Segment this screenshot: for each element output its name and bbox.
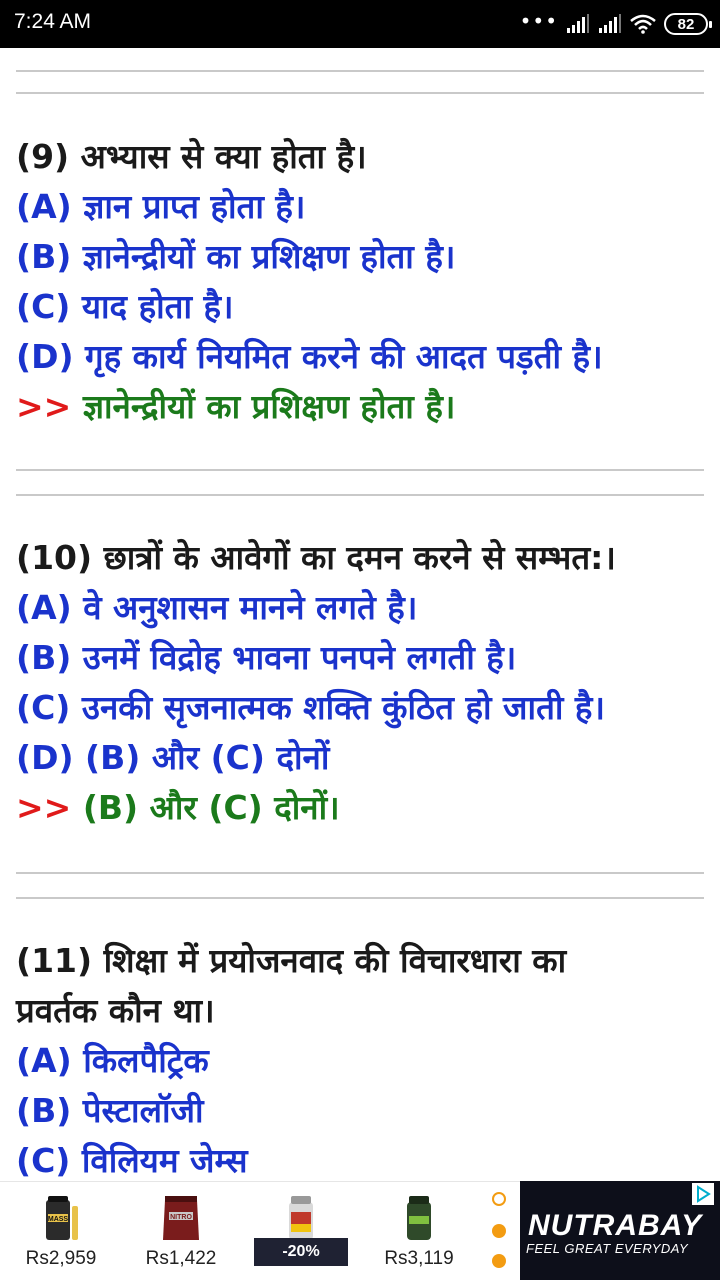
- wifi-icon: [630, 14, 656, 34]
- product-price: Rs1,422: [145, 1248, 217, 1269]
- ad-product-2[interactable]: [126, 1190, 236, 1276]
- option-a: (A) वे अनुशासन मानने लगते है।: [16, 588, 418, 627]
- question-text-line-1: (11) शिक्षा में प्रयोजनवाद की विचारधारा का: [16, 941, 567, 980]
- option-b: (B) उनमें विद्रोह भावना पनपने लगती है।: [16, 638, 517, 677]
- divider: [16, 469, 704, 471]
- notification-dots-icon: •••: [519, 9, 558, 33]
- ad-product-4[interactable]: [364, 1190, 474, 1276]
- option-b: (B) ज्ञानेन्द्रीयों का प्रशिक्षण होता है।: [16, 237, 456, 276]
- question-text: (9) अभ्यास से क्या होता है।: [16, 137, 367, 176]
- option-c: (C) याद होता है।: [16, 287, 234, 326]
- ad-product-1[interactable]: [6, 1190, 116, 1276]
- divider: [16, 92, 704, 94]
- supplement-bottle-icon: [281, 1194, 321, 1242]
- divider: [16, 70, 704, 72]
- option-c: (C) विलियम जेम्स: [16, 1141, 248, 1180]
- quiz-content[interactable]: [0, 48, 720, 1181]
- divider: [16, 872, 704, 874]
- discount-badge[interactable]: -20%: [254, 1238, 348, 1266]
- carousel-dot[interactable]: [492, 1254, 506, 1268]
- option-a: (A) ज्ञान प्राप्त होता है।: [16, 187, 306, 226]
- option-a: (A) किलपैट्रिक: [16, 1041, 209, 1080]
- question-11: [16, 936, 706, 1181]
- answer-line: [16, 382, 706, 432]
- question-text-line-2: प्रवर्तक कौन था।: [16, 991, 215, 1030]
- question-9: [16, 132, 706, 432]
- answer-marker: >>: [16, 387, 72, 426]
- supplement-bag-icon: [159, 1194, 203, 1242]
- question-text: (10) छात्रों के आवेगों का दमन करने से सम्भत:।: [16, 538, 616, 577]
- status-icons: [519, 9, 708, 36]
- product-price: Rs2,959: [25, 1248, 97, 1269]
- battery-icon: 82: [664, 13, 708, 35]
- divider: [16, 494, 704, 496]
- answer-text: (B) और (C) दोनों।: [82, 788, 340, 827]
- protein-tub-icon: [38, 1194, 84, 1242]
- status-bar: [0, 0, 720, 48]
- option-d: (D) (B) और (C) दोनों: [16, 738, 330, 777]
- brand-name: NUTRABAY: [528, 1209, 703, 1242]
- divider: [16, 897, 704, 899]
- answer-marker: >>: [16, 788, 72, 827]
- brand-tagline: FEEL GREAT EVERYDAY: [526, 1241, 689, 1256]
- option-b: (B) पेस्टालॉजी: [16, 1091, 204, 1130]
- protein-jar-icon: [399, 1194, 439, 1242]
- carousel-indicator[interactable]: [489, 1188, 509, 1274]
- ad-choices-icon[interactable]: [692, 1183, 714, 1205]
- signal-icon-2: [598, 14, 622, 34]
- option-c: (C) उनकी सृजनात्मक शक्ति कुंठित हो जाती है।: [16, 688, 605, 727]
- status-time: 7:24 AM: [14, 10, 92, 33]
- answer-text: ज्ञानेन्द्रीयों का प्रशिक्षण होता है।: [82, 387, 456, 426]
- signal-icon: [566, 14, 590, 34]
- product-price: Rs3,119: [384, 1248, 454, 1269]
- answer-line: [16, 783, 706, 833]
- option-d: (D) गृह कार्य नियमित करने की आदत पड़ती है।: [16, 337, 603, 376]
- svg-text:MASS: MASS: [47, 1216, 69, 1223]
- carousel-dot[interactable]: [492, 1224, 506, 1238]
- brand-banner[interactable]: [520, 1181, 720, 1280]
- carousel-dot[interactable]: [492, 1192, 506, 1206]
- question-10: [16, 533, 706, 833]
- svg-text:NITRO: NITRO: [170, 1214, 192, 1221]
